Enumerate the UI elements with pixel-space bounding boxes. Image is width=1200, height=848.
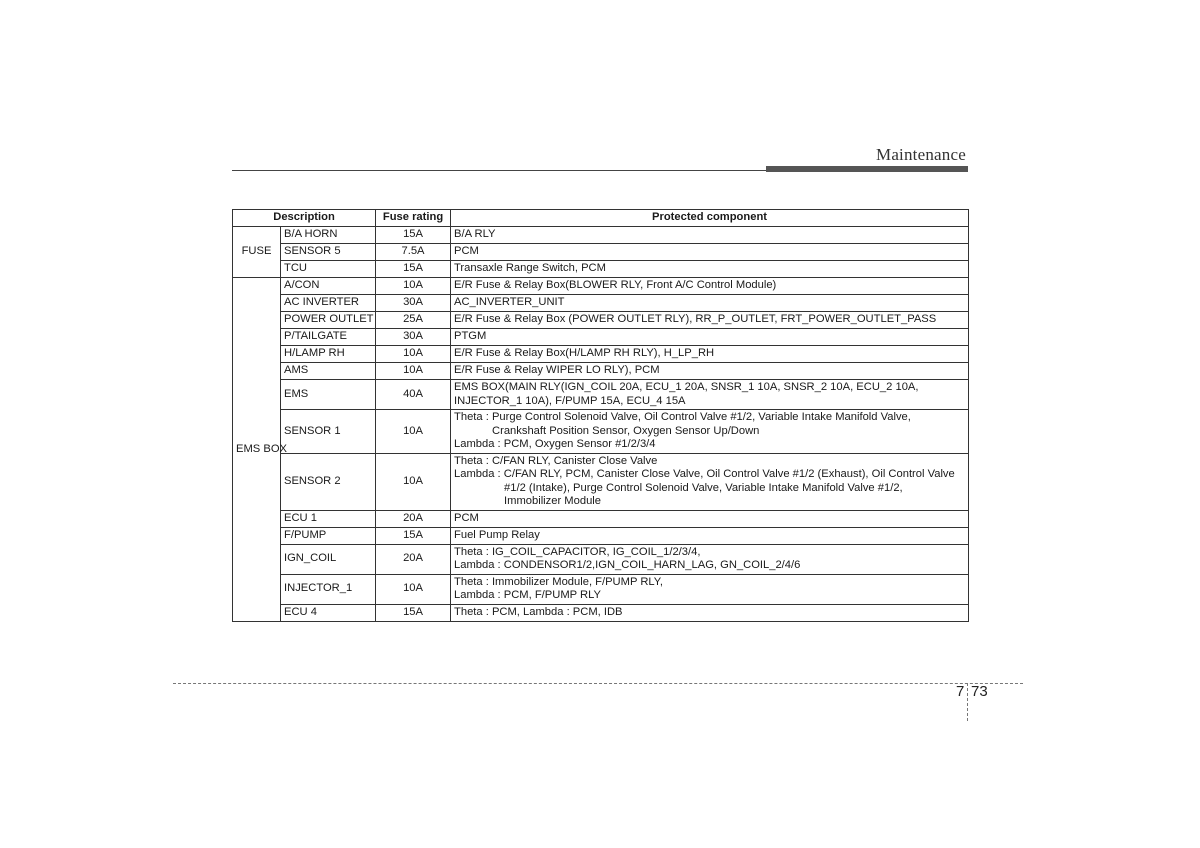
group-label: FUSE [233,227,281,278]
fuse-table-body [233,227,969,622]
chapter-number: 7 [956,683,965,700]
protected-component [451,244,969,261]
protected-component-line: Crankshaft Position Sensor, Oxygen Sensor Up/Down [492,424,760,437]
fuse-name: ECU 1 [281,510,376,527]
fuse-rating: 10A [376,278,451,295]
table-row [233,527,969,544]
fuse-name: SENSOR 5 [281,244,376,261]
table-header-row [233,210,969,227]
fuse-rating: 7.5A [376,244,451,261]
protected-component [451,453,969,510]
page-header-title: Maintenance [876,145,966,164]
fuse-rating: 30A [376,295,451,312]
protected-component [451,604,969,621]
protected-component-line: Lambda : PCM, F/PUMP RLY [454,589,601,601]
protected-component-line: Theta : Immobilizer Module, F/PUMP RLY, [454,575,663,588]
protected-component-line: Theta : PCM, Lambda : PCM, IDB [454,605,623,618]
fuse-name: SENSOR 2 [281,453,376,510]
fuse-rating: 15A [376,604,451,621]
protected-component [451,261,969,278]
fuse-name: IGN_COIL [281,544,376,574]
table-row [233,544,969,574]
page-number: 73 [971,683,988,700]
protected-component-line: Lambda : C/FAN RLY, PCM, Canister Close Valve, Oil Control Valve #1/2 (Exhaust), Oil Control Valve [454,468,955,480]
protected-component [451,329,969,346]
table-row [233,329,969,346]
fuse-name: SENSOR 1 [281,410,376,454]
protected-component [451,574,969,604]
protected-component [451,544,969,574]
protected-component-line: Immobilizer Module [504,495,602,507]
protected-component-line: Theta : IG_COIL_CAPACITOR, IG_COIL_1/2/3/4, [454,545,701,558]
fuse-name: POWER OUTLET [281,312,376,329]
protected-component [451,312,969,329]
footer-divider [173,683,1023,684]
protected-component-line: INJECTOR_1 10A), F/PUMP 15A, ECU_4 15A [454,394,686,407]
fuse-rating: 10A [376,346,451,363]
fuse-rating: 10A [376,574,451,604]
protected-component-line: PCM [454,511,479,524]
fuse-rating: 10A [376,410,451,454]
header-rule-accent [766,166,968,172]
table-row [233,363,969,380]
column-header-fuse-rating: Fuse rating [376,210,451,227]
fuse-rating: 10A [376,363,451,380]
fuse-rating: 20A [376,544,451,574]
protected-component-line: Transaxle Range Switch, PCM [454,262,606,275]
fuse-rating: 25A [376,312,451,329]
protected-component [451,346,969,363]
table-row [233,346,969,363]
protected-component-line: AC_INVERTER_UNIT [454,296,565,309]
table-row [233,604,969,621]
fuse-name: AMS [281,363,376,380]
table-row [233,261,969,278]
fuse-name: ECU 4 [281,604,376,621]
protected-component [451,227,969,244]
fuse-name: EMS [281,380,376,410]
fuse-name: B/A HORN [281,227,376,244]
table-row [233,380,969,410]
protected-component-line: Fuel Pump Relay [454,528,540,541]
fuse-rating: 40A [376,380,451,410]
column-header-description: Description [233,210,376,227]
fuse-rating: 15A [376,261,451,278]
protected-component-line: E/R Fuse & Relay Box(BLOWER RLY, Front A/C Control Module) [454,279,777,292]
protected-component [451,410,969,454]
table-row [233,453,969,510]
page-number-divider [967,683,968,721]
table-row [233,574,969,604]
fuse-name: TCU [281,261,376,278]
protected-component-line: PTGM [454,330,487,343]
table-row [233,295,969,312]
table-row [233,312,969,329]
fuse-name: A/CON [281,278,376,295]
protected-component-line: Lambda : PCM, Oxygen Sensor #1/2/3/4 [454,438,656,450]
protected-component-line: Theta : C/FAN RLY, Canister Close Valve [454,454,658,467]
group-label: EMS BOX [233,278,281,622]
column-header-protected-component: Protected component [451,210,969,227]
fuse-table [232,209,969,622]
protected-component-line: E/R Fuse & Relay Box (POWER OUTLET RLY), RR_P_OUTLET, FRT_POWER_OUTLET_PASS [454,313,937,326]
protected-component [451,380,969,410]
fuse-rating: 30A [376,329,451,346]
fuse-rating: 20A [376,510,451,527]
table-row [233,410,969,454]
fuse-rating: 15A [376,227,451,244]
protected-component-line: E/R Fuse & Relay Box(H/LAMP RH RLY), H_LP_RH [454,347,715,360]
table-row [233,227,969,244]
fuse-name: F/PUMP [281,527,376,544]
protected-component-line: E/R Fuse & Relay WIPER LO RLY), PCM [454,364,660,377]
protected-component [451,278,969,295]
fuse-rating: 10A [376,453,451,510]
protected-component-line: Theta : Purge Control Solenoid Valve, Oil Control Valve #1/2, Variable Intake Manifold Valve, [454,411,911,423]
protected-component-line: PCM [454,245,479,258]
table-row [233,244,969,261]
fuse-name: INJECTOR_1 [281,574,376,604]
protected-component [451,527,969,544]
table-row [233,510,969,527]
protected-component-line: #1/2 (Intake), Purge Control Solenoid Valve, Variable Intake Manifold Valve #1/2, [504,481,903,494]
fuse-name: AC INVERTER [281,295,376,312]
protected-component-line: B/A RLY [454,228,496,241]
fuse-name: P/TAILGATE [281,329,376,346]
protected-component-line: EMS BOX(MAIN RLY(IGN_COIL 20A, ECU_1 20A, SNSR_1 10A, SNSR_2 10A, ECU_2 10A, [454,381,919,393]
fuse-rating: 15A [376,527,451,544]
protected-component-line: Lambda : CONDENSOR1/2,IGN_COIL_HARN_LAG, GN_COIL_2/4/6 [454,559,801,571]
protected-component [451,295,969,312]
fuse-name: H/LAMP RH [281,346,376,363]
table-row [233,278,969,295]
protected-component [451,363,969,380]
protected-component [451,510,969,527]
